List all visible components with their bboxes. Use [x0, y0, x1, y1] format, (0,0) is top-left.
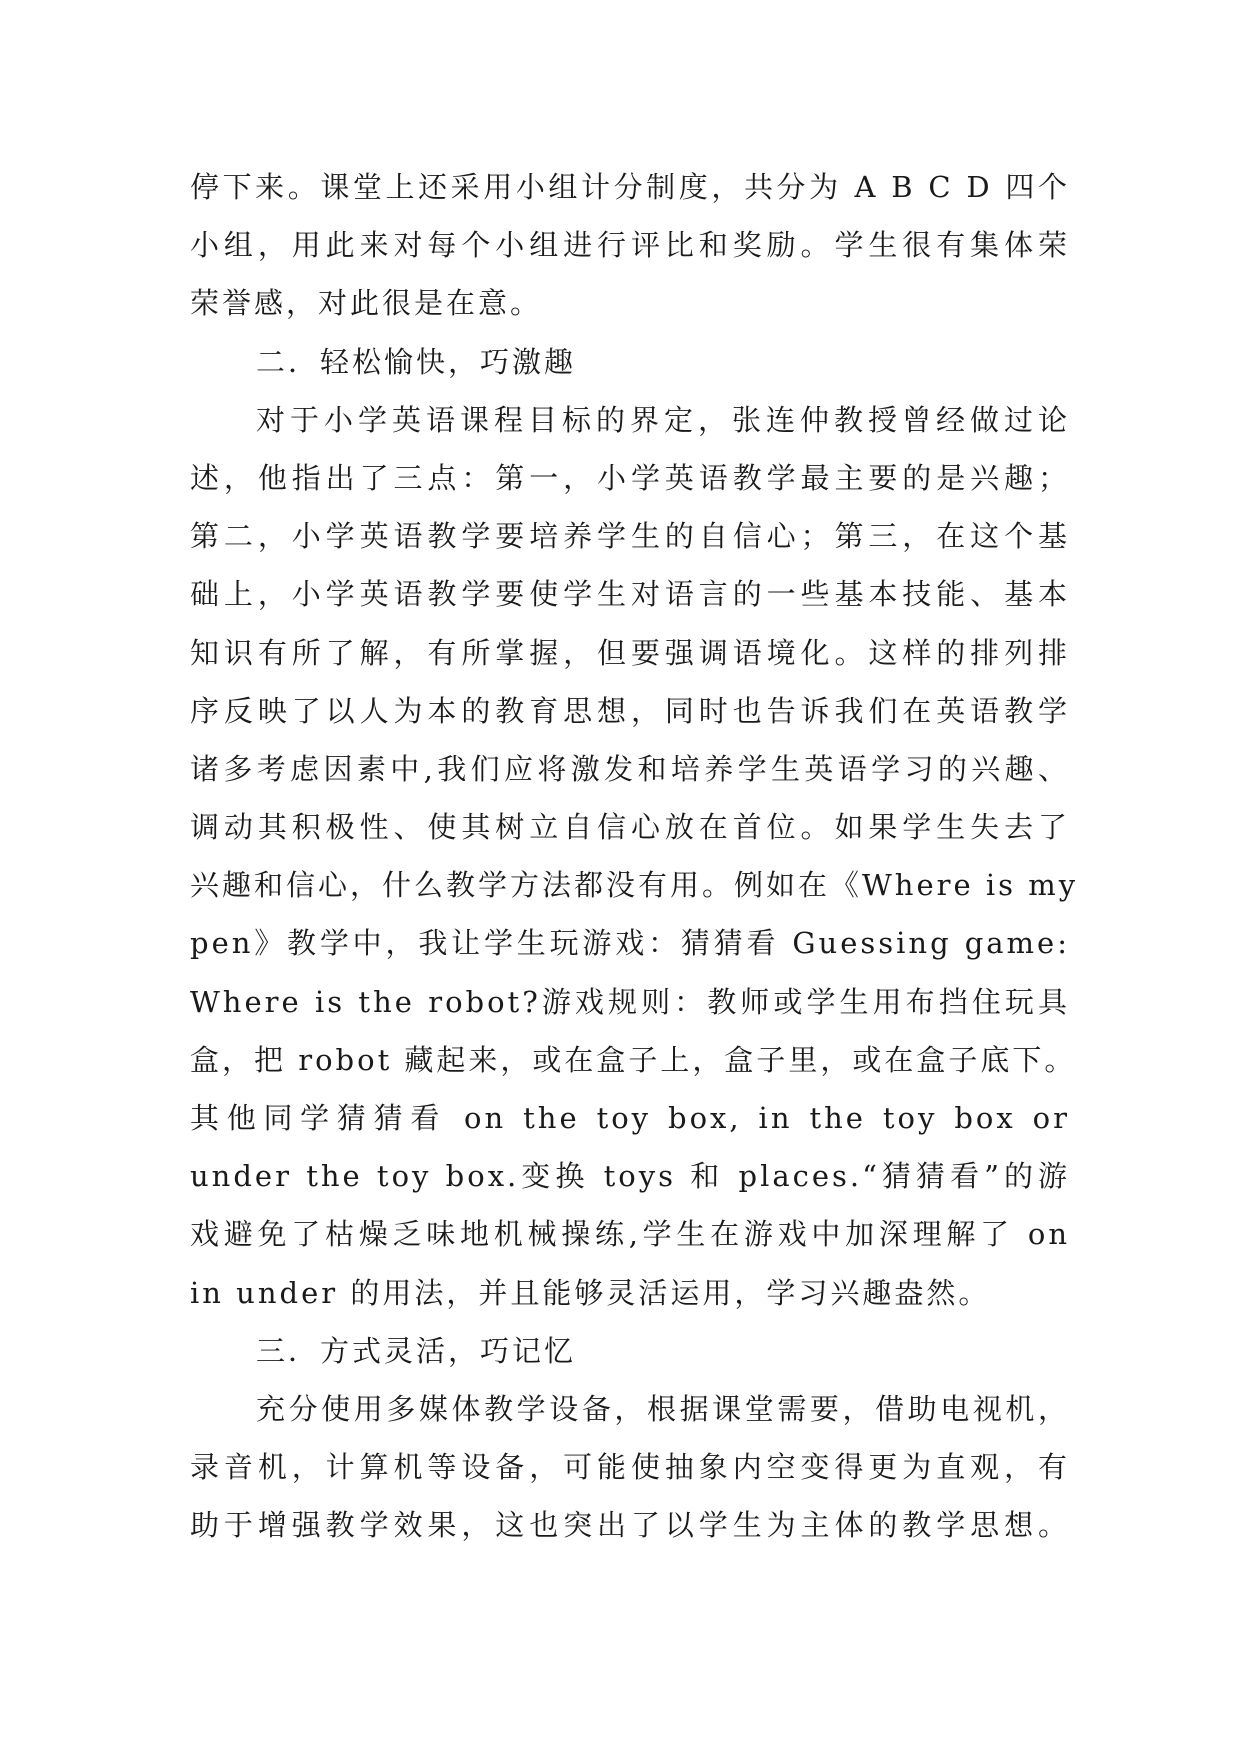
text-line: 停下来。课堂上还采用小组计分制度，共分为 A B C D 四个	[190, 170, 1070, 204]
text-line: 充分使用多媒体教学设备，根据课堂需要，借助电视机，	[256, 1391, 1070, 1426]
text-line: 兴趣和信心，什么教学方法都没有用。例如在《Where is my	[190, 868, 1079, 903]
text-line: 荣誉感，对此很是在意。	[190, 286, 543, 321]
text-line: 其他同学猜猜看 on the toy box, in the toy box or	[190, 1101, 1070, 1135]
text-line: 对于小学英语课程目标的界定，张连仲教授曾经做过论	[256, 402, 1070, 437]
text-line: 三．方式灵活，巧记忆	[256, 1333, 577, 1368]
text-line: 录音机，计算机等设备，可能使抽象内空变得更为直观，有	[190, 1450, 1070, 1485]
text-line: 助于增强教学效果，这也突出了以学生为主体的教学思想。	[190, 1508, 1070, 1543]
text-line: 述，他指出了三点：第一，小学英语教学最主要的是兴趣；	[190, 460, 1070, 495]
text-line: 二．轻松愉快，巧激趣	[256, 344, 577, 379]
text-line: 调动其积极性、使其树立自信心放在首位。如果学生失去了	[190, 810, 1070, 845]
text-line: 戏避免了枯燥乏味地机械操练,学生在游戏中加深理解了 on	[190, 1217, 1070, 1252]
text-line: in under 的用法，并且能够灵活运用，学习兴趣盎然。	[190, 1275, 991, 1310]
text-line: pen》教学中，我让学生玩游戏：猜猜看 Guessing game:	[190, 926, 1070, 961]
document-body	[190, 158, 1079, 1555]
text-line: Where is the robot?游戏规则：教师或学生用布挡住玩具	[190, 984, 1070, 1019]
text-line: under the toy box.变换 toys 和 places.“猜猜看”的游	[190, 1159, 1070, 1194]
text-line: 知识有所了解，有所掌握，但要强调语境化。这样的排列排	[190, 635, 1070, 670]
text-line: 序反映了以人为本的教育思想，同时也告诉我们在英语教学	[190, 693, 1070, 728]
text-line: 诸多考虑因素中,我们应将激发和培养学生英语学习的兴趣、	[190, 751, 1070, 786]
text-line: 础上，小学英语教学要使学生对语言的一些基本技能、基本	[190, 577, 1070, 612]
text-line: 盒，把 robot 藏起来，或在盒子上，盒子里，或在盒子底下。	[190, 1042, 1077, 1077]
text-line: 小组，用此来对每个小组进行评比和奖励。学生很有集体荣	[190, 228, 1070, 263]
text-line: 第二，小学英语教学要培养学生的自信心；第三，在这个基	[190, 519, 1070, 554]
